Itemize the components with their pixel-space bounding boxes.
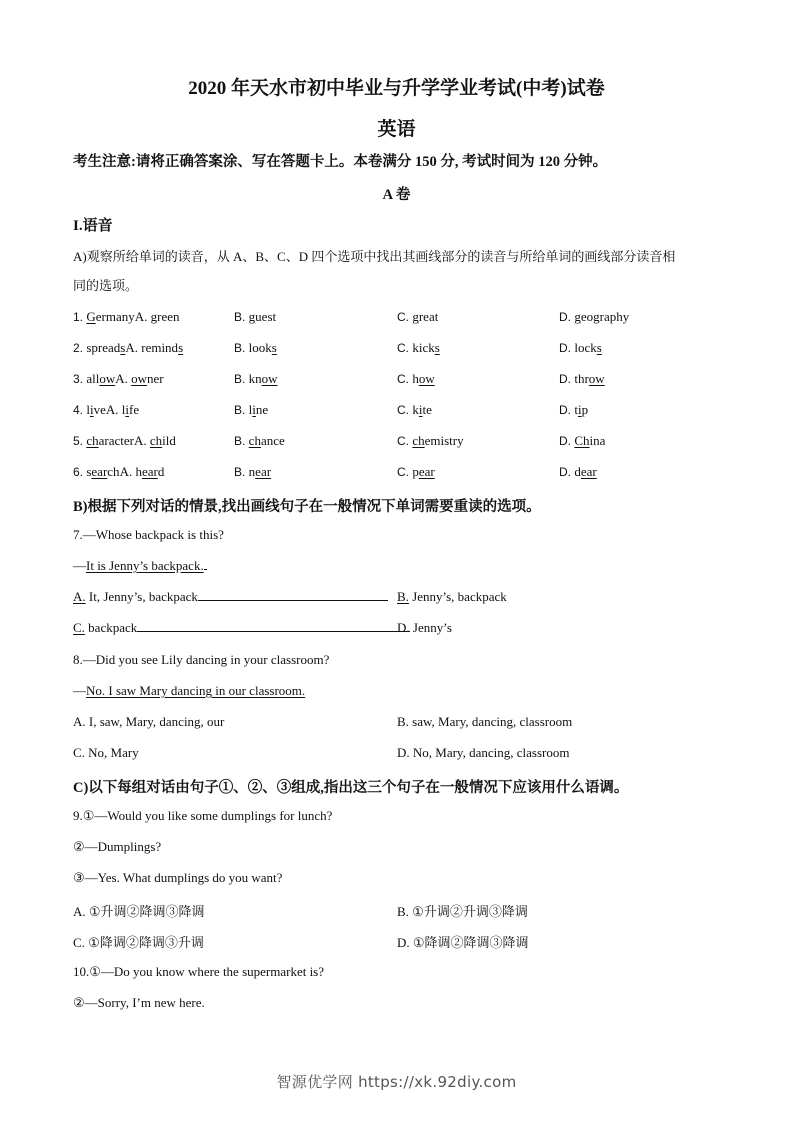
- exam-title: 2020 年天水市初中毕业与升学学业考试(中考)试卷: [188, 78, 605, 99]
- option-label: C.: [397, 372, 413, 386]
- option-word: know: [248, 371, 278, 386]
- given-word: spreads: [86, 340, 126, 355]
- option-d: [559, 433, 605, 449]
- question-row: [73, 371, 605, 387]
- option-b: [234, 402, 268, 418]
- option-b: [234, 464, 271, 480]
- option-word: locks: [574, 340, 602, 355]
- underlined-segment: ow: [99, 371, 116, 386]
- option-label: A.: [119, 464, 136, 479]
- option-label: C.: [397, 341, 413, 355]
- part-a-instruction: A)观察所给单词的读音，从 A、B、C、D 四个选项中找出其画线部分的读音与所给单词的画线部分读音相: [73, 249, 676, 264]
- answer-line: [198, 600, 388, 601]
- part-a-instruction-cont: 同的选项。: [73, 278, 139, 293]
- underlined-segment: i: [125, 402, 130, 417]
- question-stem: [73, 402, 139, 417]
- question-row: [73, 433, 606, 449]
- option-label: C.: [397, 465, 413, 479]
- underlined-segment: s: [596, 340, 602, 355]
- option-word: chemistry: [412, 433, 464, 448]
- option-label: D.: [559, 465, 575, 479]
- question-number: 5.: [73, 434, 87, 448]
- underlined-segment: i: [252, 402, 256, 417]
- underlined-segment: ow: [588, 371, 605, 386]
- question-row: [73, 402, 589, 418]
- option-label: A.: [105, 402, 122, 417]
- q9-line2: ②—Dumplings?: [73, 839, 162, 854]
- part-b-title: B)根据下列对话的情景,找出画线句子在一般情况下单词需要重读的选项。: [73, 499, 541, 515]
- underlined-segment: ear: [141, 464, 158, 479]
- underlined-segment: i: [418, 402, 423, 417]
- option-text: It, Jenny’s, backpack: [85, 589, 198, 604]
- underlined-segment: ow: [131, 371, 148, 386]
- option-word: pear: [412, 464, 435, 479]
- underlined-segment: ch: [412, 433, 425, 448]
- option-label: D.: [559, 372, 575, 386]
- option-word: dear: [574, 464, 597, 479]
- q8-option-a: A. I, saw, Mary, dancing, our: [73, 714, 225, 729]
- option-word: tip: [574, 402, 589, 417]
- option-word: chance: [248, 433, 285, 448]
- underlined-segment: s: [271, 340, 277, 355]
- underlined-segment: ow: [418, 371, 435, 386]
- option-word: owner: [131, 371, 164, 386]
- q8-option-d: D. No, Mary, dancing, classroom: [397, 745, 570, 760]
- underlined-segment: g: [574, 309, 581, 324]
- question-number: 1.: [73, 310, 87, 324]
- dash: —: [73, 683, 86, 698]
- given-word: live: [86, 402, 106, 417]
- option-d: [559, 340, 602, 356]
- q7-line1: 7.—Whose backpack is this?: [73, 527, 224, 542]
- q9-option-c: C. ①降调②降调③升调: [73, 935, 204, 950]
- option-label: A.: [133, 433, 150, 448]
- option-label: B.: [234, 403, 249, 417]
- part-c-title: C)以下每组对话由句子①、②、③组成,指出这三个句子在一般情况下应该用什么语调。: [73, 780, 629, 796]
- option-word: how: [412, 371, 435, 386]
- option-d: [559, 464, 597, 480]
- q9-option-a: A. ①升调②降调③降调: [73, 904, 205, 919]
- question-stem: [73, 340, 183, 355]
- option-d: [559, 309, 629, 325]
- answer-line: [137, 631, 410, 632]
- option-label: B.: [234, 341, 249, 355]
- question-number: 2.: [73, 341, 87, 355]
- underlined-segment: g: [412, 309, 419, 324]
- q8-line2: [73, 683, 305, 699]
- q10-line2: ②—Sorry, I’m new here.: [73, 995, 205, 1010]
- underlined-segment: ow: [261, 371, 278, 386]
- option-label: D.: [559, 310, 575, 324]
- option-label: C.: [397, 403, 413, 417]
- q8-option-c: C. No, Mary: [73, 745, 139, 760]
- underlined-segment: ear: [255, 464, 272, 479]
- option-label: B.: [234, 434, 249, 448]
- option-label: B.: [234, 372, 249, 386]
- option-b: [234, 371, 278, 387]
- underlined-segment: ear: [580, 464, 597, 479]
- section-title-phonetics: I.语音: [73, 218, 113, 234]
- option-word: reminds: [141, 340, 184, 355]
- volume-label: A 卷: [382, 187, 411, 203]
- option-word: life: [121, 402, 140, 417]
- option-label: B.: [397, 589, 409, 604]
- q9-line3: ③—Yes. What dumplings do you want?: [73, 870, 283, 885]
- option-word: geography: [574, 309, 630, 324]
- option-c: [397, 340, 440, 356]
- option-label: A.: [134, 309, 151, 324]
- q8-line1: 8.—Did you see Lily dancing in your classroom?: [73, 652, 330, 667]
- question-number: 3.: [73, 372, 87, 386]
- option-c: [397, 433, 464, 449]
- option-word: heard: [135, 464, 165, 479]
- option-label: B.: [234, 465, 249, 479]
- option-label: D.: [559, 341, 575, 355]
- q7-option-b: [397, 589, 507, 605]
- option-word: kicks: [412, 340, 440, 355]
- q9-option-d: D. ①降调②降调③降调: [397, 935, 529, 950]
- option-c: [397, 464, 435, 480]
- underlined-segment: ear: [418, 464, 435, 479]
- option-label: D.: [559, 403, 575, 417]
- option-b: [234, 433, 285, 449]
- underlined-segment: ch: [86, 433, 99, 448]
- question-stem: [73, 433, 176, 448]
- given-word: allow: [86, 371, 116, 386]
- option-label: C.: [73, 620, 85, 635]
- subject-title: 英语: [377, 119, 416, 140]
- option-c: [397, 371, 435, 387]
- option-label: D.: [559, 434, 575, 448]
- option-d: [559, 402, 588, 418]
- question-number: 6.: [73, 465, 87, 479]
- underlined-segment: g: [248, 309, 256, 324]
- underlined-segment: s: [434, 340, 440, 355]
- option-b: [234, 340, 277, 356]
- option-label: B.: [234, 310, 249, 324]
- option-word: great: [412, 309, 439, 324]
- underlined-segment: g: [150, 309, 158, 324]
- question-stem: [73, 371, 164, 386]
- option-c: [397, 309, 438, 325]
- dash: —: [73, 558, 86, 573]
- option-word: kite: [412, 402, 432, 417]
- underlined-segment: ear: [91, 464, 108, 479]
- underlined-segment: ch: [248, 433, 261, 448]
- option-label: A.: [125, 340, 142, 355]
- option-b: [234, 309, 276, 325]
- given-word: Germany: [86, 309, 135, 324]
- option-label: A.: [115, 371, 132, 386]
- question-number: 4.: [73, 403, 87, 417]
- option-word: line: [248, 402, 269, 417]
- underlined-segment: G: [86, 309, 96, 324]
- q7-line2: [73, 558, 207, 574]
- question-stem: [73, 309, 179, 324]
- q8-underlined-sentence: No. I saw Mary dancing in our classroom.: [86, 683, 306, 698]
- footer-watermark: 智源优学网 https://xk.92diy.com: [276, 1073, 517, 1091]
- option-label: C.: [397, 310, 413, 324]
- exam-notice: 考生注意:请将正确答案涂、写在答题卡上。本卷满分 150 分, 考试时间为 120 分钟。: [73, 154, 608, 170]
- option-word: near: [248, 464, 272, 479]
- underlined-segment: i: [577, 402, 582, 417]
- option-word: looks: [248, 340, 277, 355]
- option-label: A.: [73, 589, 86, 604]
- underlined-segment: Ch: [574, 433, 590, 448]
- q7-option-a: [73, 589, 388, 605]
- underlined-segment: i: [89, 402, 94, 417]
- option-word: guest: [248, 309, 277, 324]
- underlined-segment: s: [178, 340, 184, 355]
- option-word: child: [149, 433, 176, 448]
- q9-line1: 9.①—Would you like some dumplings for lunch?: [73, 808, 333, 823]
- option-label: C.: [397, 434, 413, 448]
- q7-underlined-sentence: It is Jenny’s backpack.: [86, 558, 204, 573]
- q7-option-d: D. Jenny’s: [397, 620, 452, 635]
- option-d: [559, 371, 605, 387]
- given-word: search: [86, 464, 120, 479]
- q7-option-c: [73, 620, 410, 636]
- underlined-segment: s: [120, 340, 126, 355]
- option-word: China: [574, 433, 606, 448]
- question-row: [73, 309, 630, 325]
- underlined-segment: ch: [149, 433, 163, 448]
- q8-option-b: B. saw, Mary, dancing, classroom: [397, 714, 573, 729]
- option-text: backpack: [84, 620, 138, 635]
- q10-line1: 10.①—Do you know where the supermarket is?: [73, 964, 325, 979]
- question-row: [73, 340, 602, 356]
- question-stem: [73, 464, 164, 479]
- question-row: [73, 464, 597, 480]
- option-word: throw: [574, 371, 605, 386]
- q9-option-b: B. ①升调②升调③降调: [397, 904, 528, 919]
- option-c: [397, 402, 432, 418]
- given-word: character: [86, 433, 134, 448]
- option-word: green: [150, 309, 180, 324]
- option-text: Jenny’s, backpack: [408, 589, 507, 604]
